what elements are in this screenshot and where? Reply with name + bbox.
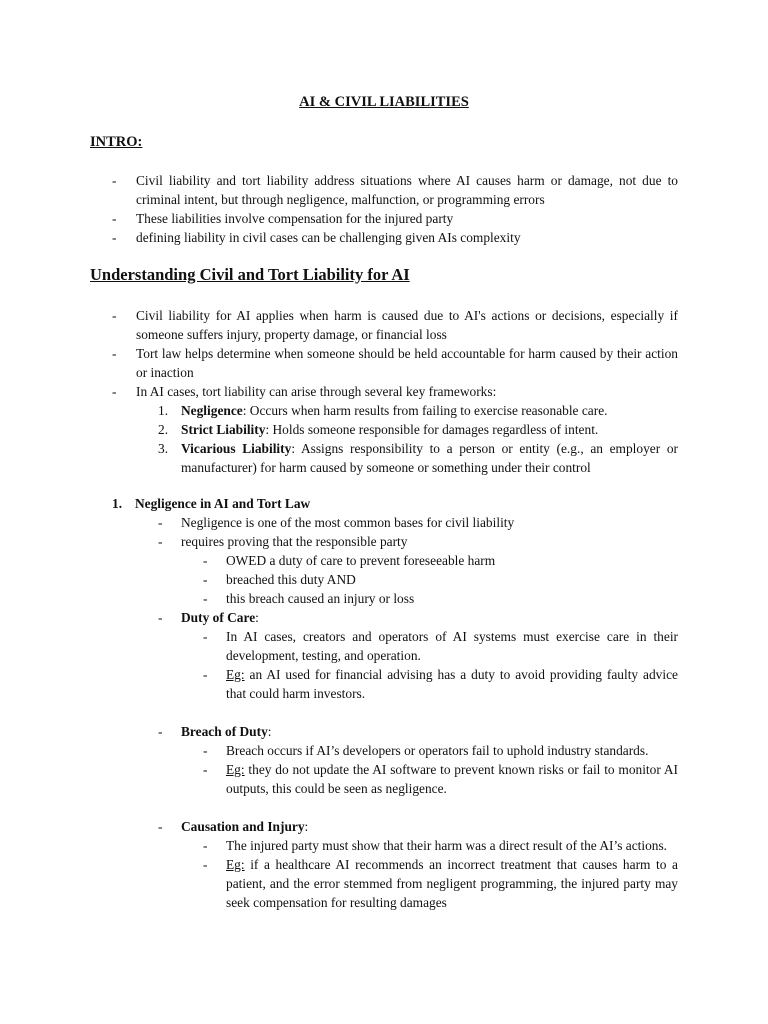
element-bullet-3: this breach caused an injury or loss bbox=[226, 591, 415, 606]
bullet-dash: - bbox=[203, 629, 208, 644]
list-item bbox=[0, 551, 768, 570]
colon: : bbox=[267, 724, 272, 739]
framework-item bbox=[0, 420, 768, 439]
list-item bbox=[0, 532, 768, 551]
duty-of-care-item bbox=[0, 608, 768, 627]
section-list bbox=[0, 306, 768, 477]
list-item bbox=[0, 306, 768, 344]
duty-term: Duty of Care bbox=[181, 610, 256, 625]
section-bullet-2: Tort law helps determine when someone should be held accountable for harm caused by their action or inaction bbox=[136, 346, 678, 380]
list-item bbox=[0, 760, 768, 798]
intro-heading: INTRO: bbox=[90, 134, 143, 150]
section-bullet-1: Civil liability for AI applies when harm is caused due to AI's actions or decisions, especially if someone suffers injury, property damage, or financial loss bbox=[136, 308, 678, 342]
list-item bbox=[0, 570, 768, 589]
framework-term: Vicarious Liability bbox=[181, 441, 292, 456]
framework-text: : Occurs when harm results from failing to exercise reasonable care. bbox=[242, 403, 608, 418]
causation-text: The injured party must show that their harm was a direct result of the AI’s actions. bbox=[226, 838, 668, 853]
colon: : bbox=[255, 610, 259, 625]
intro-bullet-3: defining liability in civil cases can be challenging given AIs complexity bbox=[136, 230, 521, 245]
intro-list bbox=[0, 171, 768, 247]
negligence-heading bbox=[112, 494, 310, 513]
framework-term: Negligence bbox=[181, 403, 243, 418]
bullet-dash: - bbox=[203, 553, 208, 568]
bullet-dash: - bbox=[158, 724, 163, 739]
list-item bbox=[0, 836, 768, 855]
bullet-dash: - bbox=[203, 857, 208, 872]
list-item bbox=[0, 171, 768, 209]
bullet-dash: - bbox=[112, 384, 117, 399]
breach-of-duty-item bbox=[0, 722, 768, 741]
bullet-dash: - bbox=[203, 838, 208, 853]
list-item bbox=[0, 209, 768, 228]
bullet-dash: - bbox=[203, 591, 208, 606]
causation-item bbox=[0, 817, 768, 836]
document-title: AI & CIVIL LIABILITIES bbox=[299, 94, 469, 110]
breach-text: Breach occurs if AI’s developers or operators fail to uphold industry standards. bbox=[226, 743, 649, 758]
bullet-dash: - bbox=[112, 346, 117, 361]
list-item bbox=[0, 382, 768, 401]
list-item bbox=[0, 513, 768, 532]
framework-term: Strict Liability bbox=[181, 422, 266, 437]
negligence-title: Negligence in AI and Tort Law bbox=[135, 496, 311, 511]
negligence-list bbox=[0, 513, 768, 912]
element-bullet-1: OWED a duty of care to prevent foreseeable harm bbox=[226, 553, 496, 568]
list-item bbox=[0, 627, 768, 665]
bullet-dash: - bbox=[158, 610, 163, 625]
bullet-dash: - bbox=[112, 230, 117, 245]
bullet-dash: - bbox=[203, 762, 208, 777]
negligence-bullet-2: requires proving that the responsible party bbox=[181, 534, 408, 549]
list-item bbox=[0, 855, 768, 912]
example-label: Eg: bbox=[226, 857, 245, 872]
negligence-bullet-1: Negligence is one of the most common bases for civil liability bbox=[181, 515, 515, 530]
intro-bullet-2: These liabilities involve compensation for the injured party bbox=[136, 211, 454, 226]
example-text: an AI used for financial advising has a duty to avoid providing faulty advice that could harm investors. bbox=[226, 667, 678, 701]
bullet-dash: - bbox=[203, 743, 208, 758]
item-number: 2. bbox=[158, 422, 169, 437]
framework-item bbox=[0, 401, 768, 420]
list-item bbox=[0, 741, 768, 760]
bullet-dash: - bbox=[158, 515, 163, 530]
list-item bbox=[0, 344, 768, 382]
bullet-dash: - bbox=[203, 572, 208, 587]
list-item bbox=[0, 228, 768, 247]
item-number: 3. bbox=[158, 441, 169, 456]
bullet-dash: - bbox=[112, 211, 117, 226]
list-item bbox=[0, 589, 768, 608]
example-label: Eg: bbox=[226, 667, 245, 682]
section-heading: Understanding Civil and Tort Liability for AI bbox=[90, 265, 410, 284]
bullet-dash: - bbox=[158, 534, 163, 549]
colon: : bbox=[304, 819, 309, 834]
framework-text: : Holds someone responsible for damages regardless of intent. bbox=[265, 422, 599, 437]
breach-term: Breach of Duty bbox=[181, 724, 268, 739]
bullet-dash: - bbox=[158, 819, 163, 834]
element-bullet-2: breached this duty AND bbox=[226, 572, 356, 587]
section-bullet-3: In AI cases, tort liability can arise through several key frameworks: bbox=[136, 384, 497, 399]
causation-term: Causation and Injury bbox=[181, 819, 305, 834]
example-label: Eg: bbox=[226, 762, 245, 777]
framework-text: : Assigns responsibility to a person or entity (e.g., an employer or manufacturer) for harm caused by someone or something under their control bbox=[181, 441, 678, 475]
section-number: 1. bbox=[112, 496, 123, 511]
framework-item bbox=[0, 439, 768, 477]
bullet-dash: - bbox=[203, 667, 208, 682]
bullet-dash: - bbox=[112, 308, 117, 323]
list-item bbox=[0, 665, 768, 703]
example-text: if a healthcare AI recommends an incorrect treatment that causes harm to a patient, and the error stemmed from negligent programming, the injured party may seek compensation for resulting damages bbox=[226, 857, 678, 910]
intro-bullet-1: Civil liability and tort liability address situations where AI causes harm or damage, not due to criminal intent, but through negligence, malfunction, or programming errors bbox=[136, 173, 678, 207]
item-number: 1. bbox=[158, 403, 169, 418]
bullet-dash: - bbox=[112, 173, 117, 188]
duty-text: In AI cases, creators and operators of AI systems must exercise care in their development, testing, and operation. bbox=[226, 629, 678, 663]
example-text: they do not update the AI software to prevent known risks or fail to monitor AI outputs, this could be seen as negligence. bbox=[226, 762, 678, 796]
